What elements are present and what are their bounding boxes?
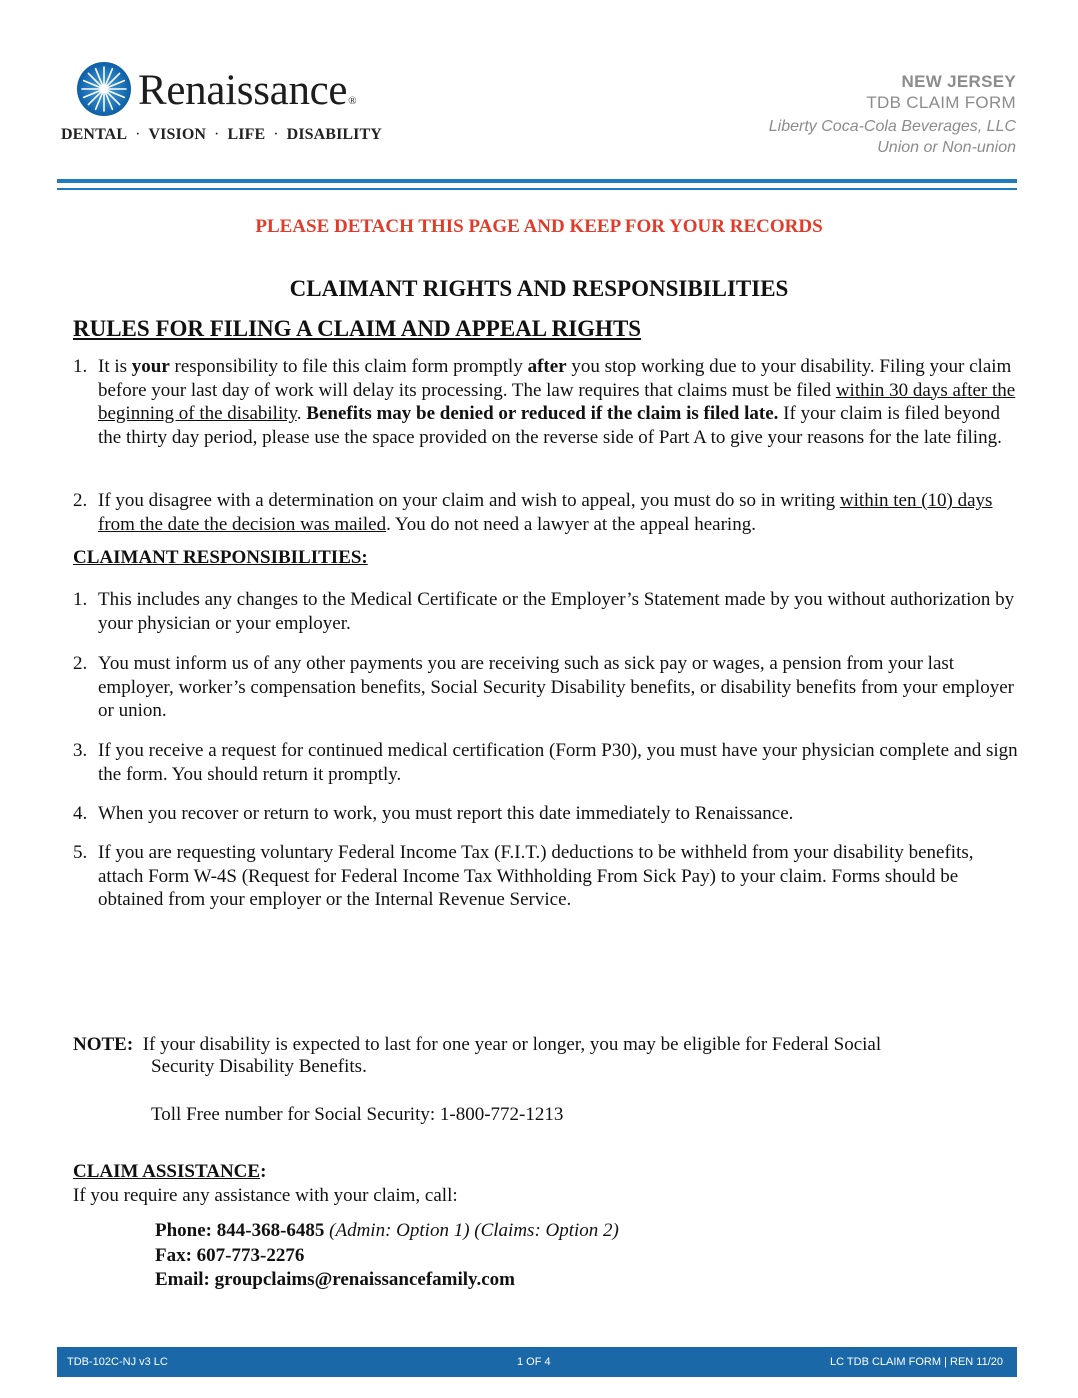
- detach-notice: PLEASE DETACH THIS PAGE AND KEEP FOR YOUR RECORDS: [255, 216, 823, 237]
- header-divider: [57, 179, 1017, 183]
- page-footer: [57, 1347, 1017, 1377]
- fax-contact: Fax: 607-773-2276: [155, 1245, 305, 1266]
- employer-name: Liberty Coca-Cola Beverages, LLC: [768, 118, 1016, 135]
- brand-tagline: DENTAL · VISION · LIFE · DISABILITY: [61, 126, 382, 143]
- union-status: Union or Non-union: [877, 139, 1016, 156]
- ssd-note: NOTE: If your disability is expected to last for one year or longer, you may be eligible for Federal Social: [73, 1034, 882, 1055]
- rules-heading: RULES FOR FILING A CLAIM AND APPEAL RIGHTS: [73, 316, 642, 341]
- header-divider-thin: [57, 188, 1017, 190]
- page-title: CLAIMANT RIGHTS AND RESPONSIBILITIES: [289, 276, 789, 301]
- rules-item-2: 2. If you disagree with a determination on your claim and wish to appeal, you must do so in writing within ten (10) days from the date the decision was mailed. You do not need a lawyer at the appeal hearing.: [73, 490, 993, 535]
- renaissance-logo-icon: [76, 61, 132, 117]
- brand-name: Renaissance®: [138, 67, 357, 114]
- responsibility-item-2: 2. You must inform us of any other payments you are receiving such as sick pay or wages, a pension from your last employer, worker’s compensation benefits, Social Security Disability benefits, or disability benefits from your employer or union.: [73, 653, 1014, 721]
- responsibility-item-4: 4. When you recover or return to work, you must report this date immediately to Renaissance.: [73, 803, 794, 824]
- phone-contact[interactable]: Phone: 844-368-6485 (Admin: Option 1) (Claims: Option 2): [155, 1220, 619, 1241]
- rules-item-1: 1. It is your responsibility to file this claim form promptly after you stop working due to your disability. Filing your claim before your last day of work will delay its processing. The law requires that claims must be filed within 30 days after the beginning of the disability. Benefits may be denied or reduced if the claim is filed late. If your claim is filed beyond the thirty day period, please use the space provided on the reverse side of Part A to give your reasons for the late filing.: [73, 356, 1016, 448]
- responsibility-item-3: 3. If you receive a request for continued medical certification (Form P30), you must have your physician complete and sign the form. You should return it promptly.: [73, 740, 1018, 785]
- social-security-tollfree: Toll Free number for Social Security: 1-800-772-1213: [151, 1104, 564, 1125]
- footer-form-code: TDB-102C-NJ v3 LC: [67, 1356, 168, 1368]
- claim-assistance-heading: CLAIM ASSISTANCE:: [73, 1161, 267, 1182]
- ssd-note-continued: Security Disability Benefits.: [151, 1056, 367, 1077]
- responsibility-item-1: 1. This includes any changes to the Medical Certificate or the Employer’s Statement made by you without authorization by your physician or your employer.: [73, 589, 1015, 634]
- claim-assistance-text: If you require any assistance with your claim, call:: [73, 1185, 458, 1206]
- responsibility-item-5: 5. If you are requesting voluntary Federal Income Tax (F.I.T.) deductions to be withheld from your disability benefits, attach Form W-4S (Request for Federal Income Tax Withholding From Sick Pay) to your claim. Forms should be obtained from your employer or the Internal Revenue Service.: [73, 842, 974, 910]
- responsibilities-heading: CLAIMANT RESPONSIBILITIES:: [73, 547, 368, 568]
- email-contact[interactable]: Email: groupclaims@renaissancefamily.com: [155, 1269, 516, 1290]
- form-name: TDB CLAIM FORM: [866, 93, 1016, 112]
- form-state: NEW JERSEY: [901, 72, 1016, 91]
- footer-form-revision: LC TDB CLAIM FORM | REN 11/20: [830, 1356, 1003, 1368]
- footer-page-number: 1 OF 4: [517, 1356, 551, 1368]
